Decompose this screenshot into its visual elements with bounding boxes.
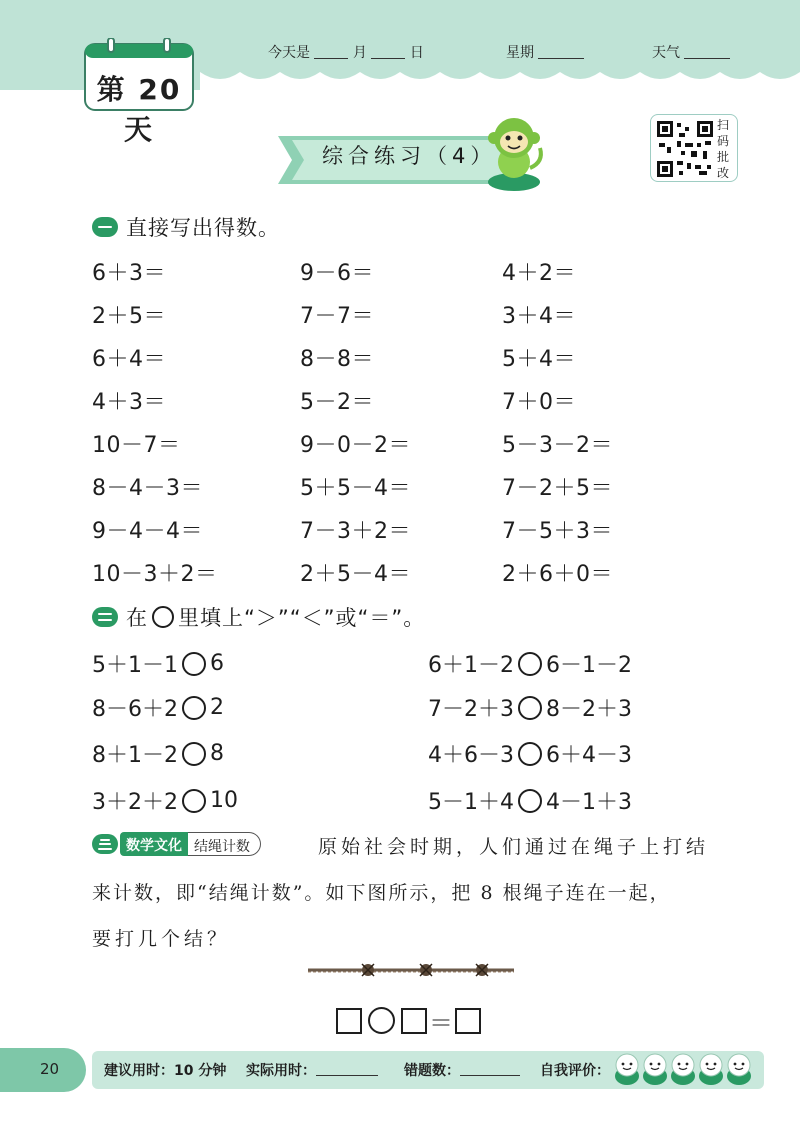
answer-circle[interactable] [182,696,206,720]
problem: 6＋3＝ [92,261,166,286]
problem: 5＋4＝ [502,347,576,372]
equals-sign: ＝ [429,1009,453,1037]
problem: 7＋0＝ [502,390,576,415]
self-evaluation-faces [614,1052,754,1086]
compare-item: 8＋1－2 8 [92,741,224,768]
circle-icon [152,606,174,628]
answer-circle[interactable] [518,742,542,766]
problem: 2＋6＋0＝ [502,562,613,587]
day-label: 日 [409,45,424,61]
qr-code-icon[interactable] [655,119,715,179]
compare-item: 8－6＋2 2 [92,695,224,722]
error-count-field[interactable] [460,1064,520,1076]
page-number: 20 [40,1060,60,1078]
answer-circle[interactable] [182,742,206,766]
problem: 7－5＋3＝ [502,519,613,544]
month-field[interactable] [314,45,348,59]
smiley-face-icon[interactable] [698,1052,724,1086]
knot-icon [362,964,374,976]
section3-number-icon [92,834,118,854]
problem: 4＋3＝ [92,390,166,415]
culture-topic-label: 结绳计数 [188,832,261,856]
knot-icon [476,964,488,976]
compare-item: 5＋1－1 6 [92,651,224,678]
paragraph-line: 要打几个结？ [92,928,231,950]
answer-circle[interactable] [518,652,542,676]
problem: 7－7＝ [300,304,374,329]
compare-item: 6＋1－2 6－1－2 [428,653,632,678]
smiley-face-icon[interactable] [614,1052,640,1086]
answer-equation [336,1003,481,1038]
answer-box[interactable] [401,1008,427,1034]
page-title: 综合练习（4） [322,144,497,168]
problem: 9－6＝ [300,261,374,286]
today-label: 今天是 [268,45,310,61]
problem: 7－2＋5＝ [502,476,613,501]
problem: 10－7＝ [92,433,181,458]
problem: 4＋2＝ [502,261,576,286]
problem: 6＋4＝ [92,347,166,372]
weekday-label: 星期 [506,45,534,61]
date-weekday [506,42,584,62]
problem: 8－4－3＝ [92,476,203,501]
self-evaluation-label: 自我评价： [540,1063,610,1079]
paragraph-line: 来计数，即“结绳计数”。如下图所示，把 8 根绳子连在一起， [92,882,671,904]
date-today [268,42,424,62]
qr-label: 扫 码 批 改 [717,118,730,180]
suggested-time: 建议用时：10 分钟 [104,1063,227,1079]
weather-field[interactable] [684,45,730,59]
problem: 7－3＋2＝ [300,519,411,544]
date-weather [652,42,730,62]
actual-time: 实际用时： [246,1060,378,1080]
qr-panel[interactable] [650,114,738,182]
paragraph-line: 原始社会时期，人们通过在绳子上打结 [318,836,710,858]
day-field[interactable] [371,45,405,59]
section1-title: 直接写出得数。 [126,216,280,240]
problem: 2＋5＝ [92,304,166,329]
section1-number-icon [92,217,118,237]
error-count: 错题数： [404,1060,520,1080]
math-culture-tag [120,832,261,856]
answer-circle[interactable] [518,696,542,720]
problem: 2＋5－4＝ [300,562,411,587]
section2-heading [92,602,425,632]
answer-box[interactable] [336,1008,362,1034]
weather-label: 天气 [652,45,680,61]
problem: 10－3＋2＝ [92,562,218,587]
section2-title: 在 里填上“＞”“＜”或“＝”。 [126,606,426,630]
problem: 9－4－4＝ [92,519,203,544]
answer-circle[interactable] [368,1007,395,1034]
answer-circle[interactable] [518,789,542,813]
problem: 5－2＝ [300,390,374,415]
smiley-face-icon[interactable] [642,1052,668,1086]
monkey-mascot-icon [480,112,548,192]
problem: 8－8＝ [300,347,374,372]
day-title: 第 20 天 [96,73,182,146]
problem: 5＋5－4＝ [300,476,411,501]
culture-tag-label: 数学文化 [120,832,188,856]
compare-item: 4＋6－3 6＋4－3 [428,743,632,768]
compare-item: 3＋2＋2 10 [92,788,238,815]
problem: 5－3－2＝ [502,433,613,458]
smiley-face-icon[interactable] [670,1052,696,1086]
knotted-rope-illustration [306,960,516,982]
section1-heading [92,212,280,242]
compare-item: 5－1＋4 4－1＋3 [428,790,632,815]
month-label: 月 [352,45,367,61]
compare-item: 7－2＋3 8－2＋3 [428,697,632,722]
actual-time-field[interactable] [316,1064,378,1076]
knot-icon [420,964,432,976]
weekday-field[interactable] [538,45,584,59]
problem: 3＋4＝ [502,304,576,329]
answer-circle[interactable] [182,789,206,813]
day-badge [82,38,196,146]
section2-number-icon [92,607,118,627]
smiley-face-icon[interactable] [726,1052,752,1086]
answer-circle[interactable] [182,652,206,676]
page-number-tab [0,1048,86,1092]
problem: 9－0－2＝ [300,433,411,458]
answer-box[interactable] [455,1008,481,1034]
